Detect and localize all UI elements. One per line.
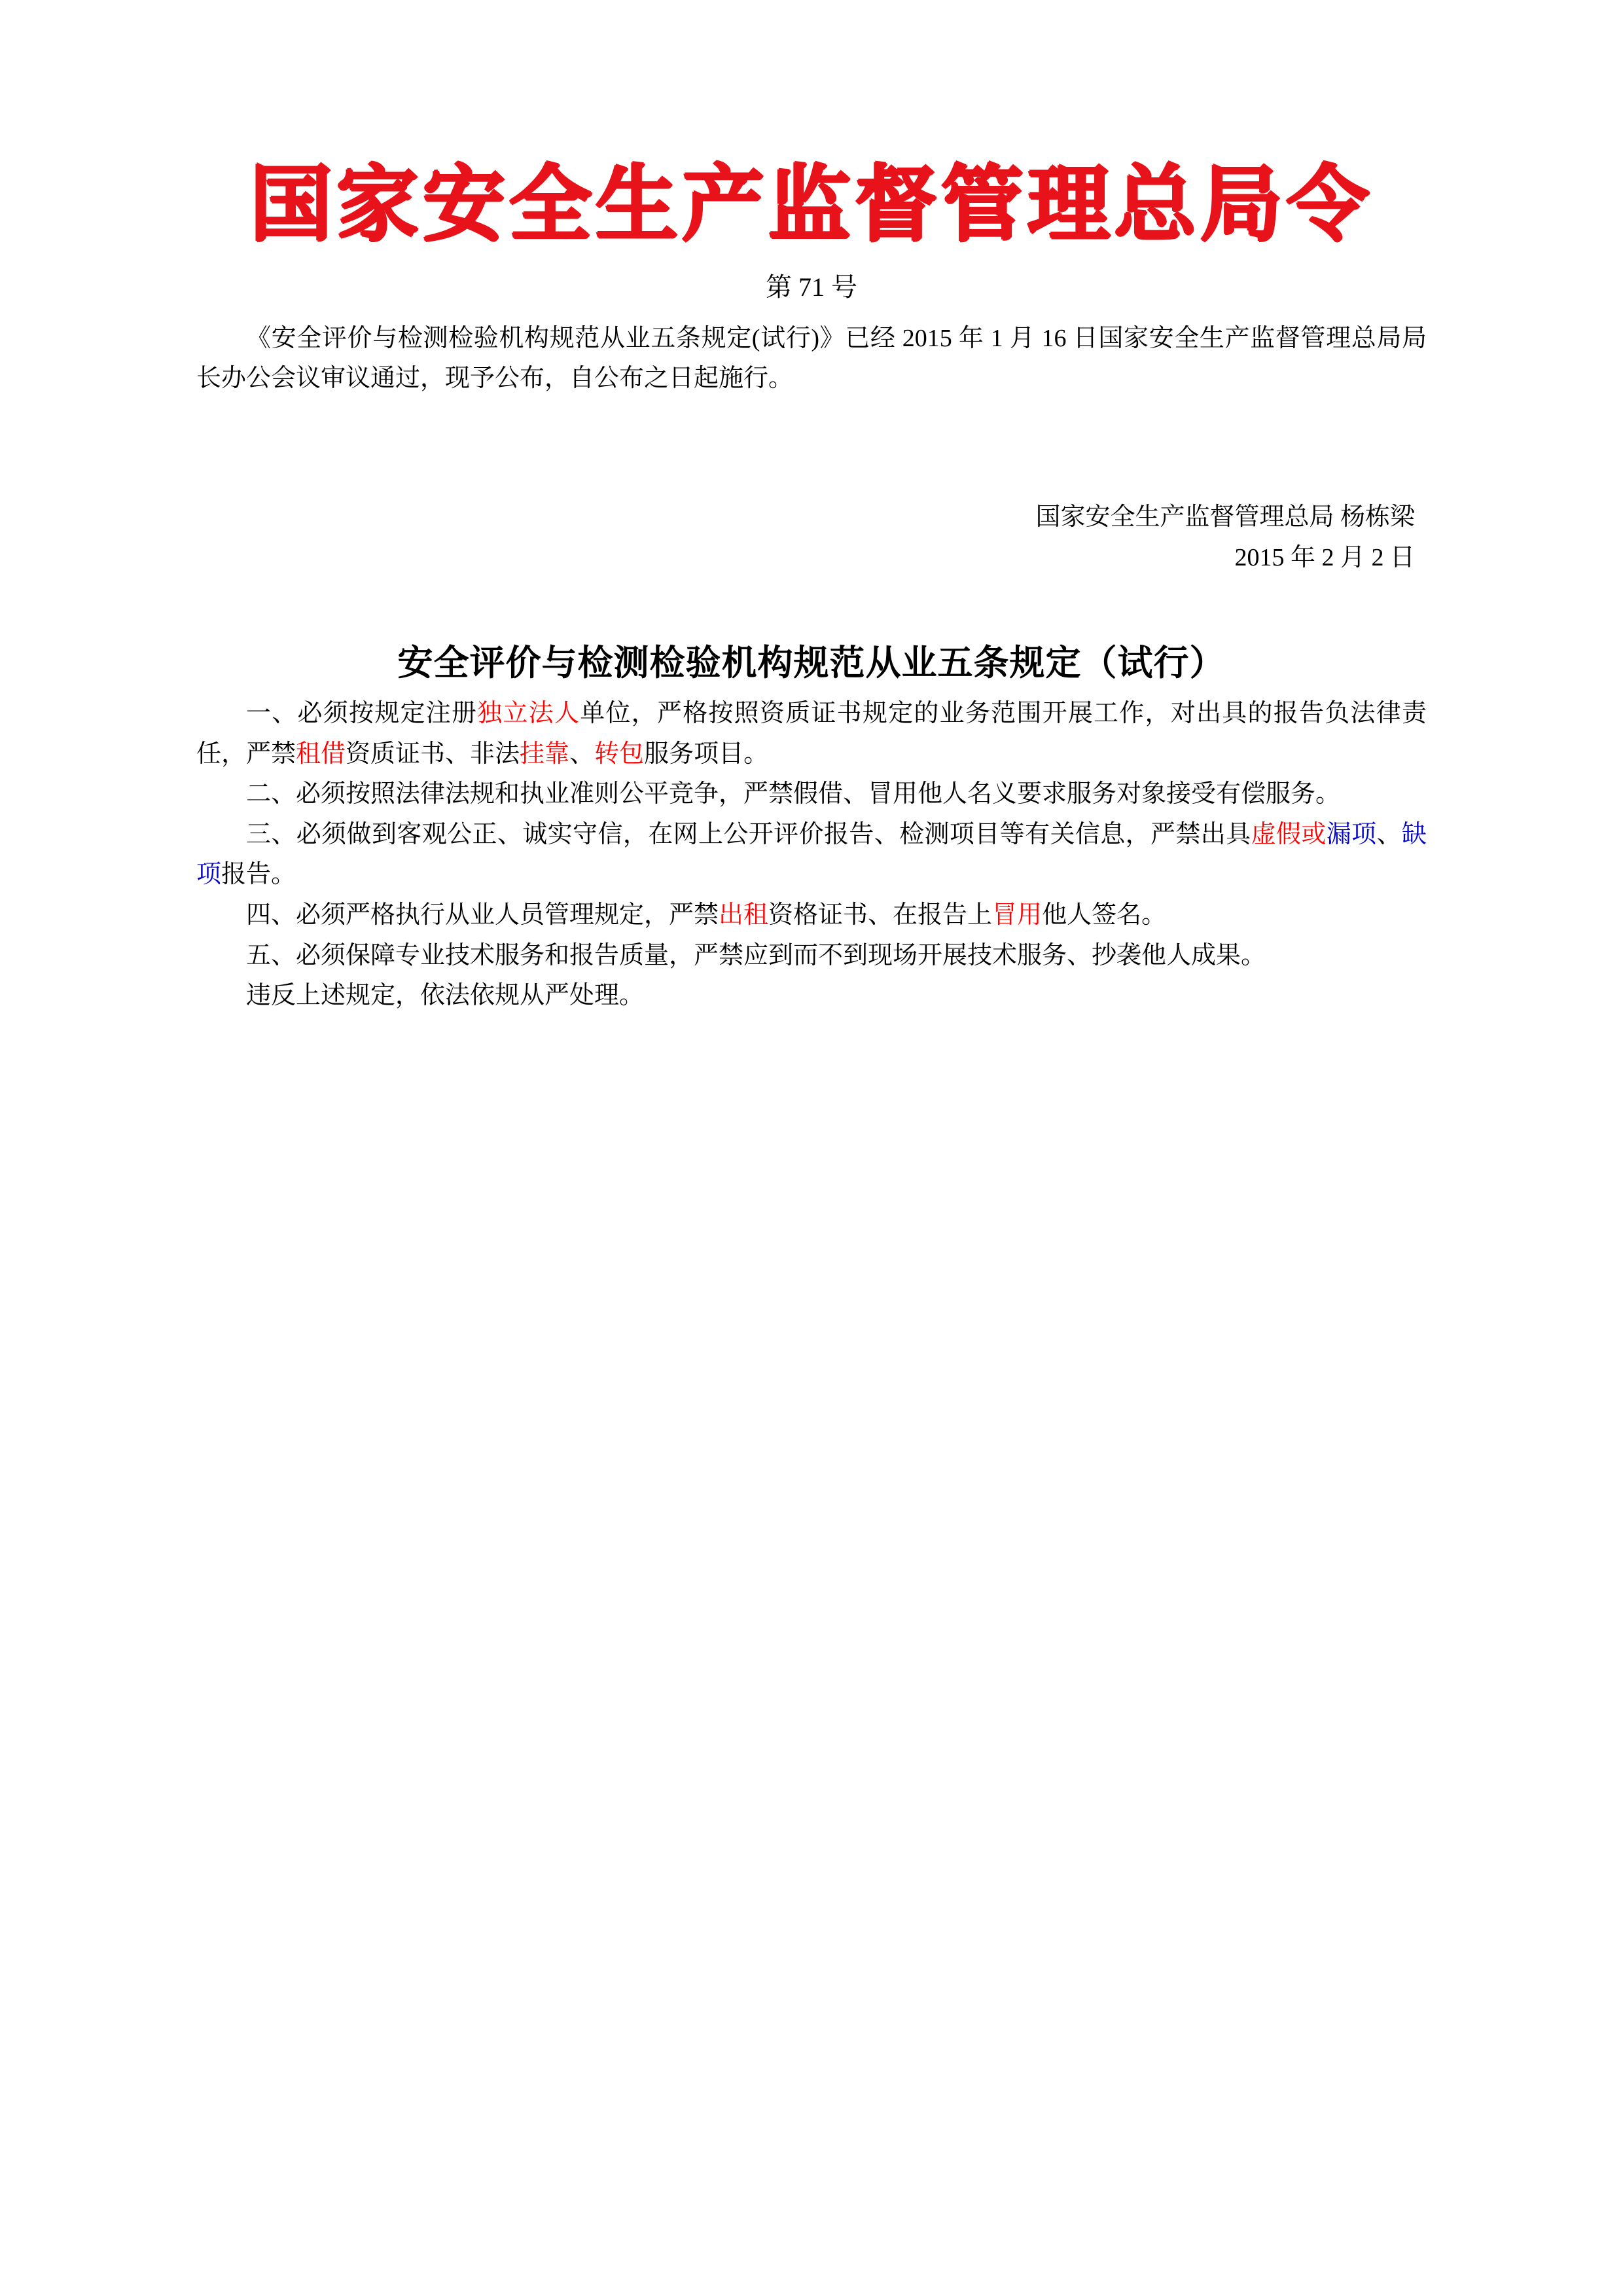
clause-text-run: 违反上述规定，依法依规从严处理。 bbox=[246, 982, 645, 1010]
clause-list bbox=[196, 694, 1427, 1016]
signature-date: 2015 年 2 月 2 日 bbox=[1234, 543, 1415, 571]
clause-text-run: 独立法人 bbox=[477, 700, 580, 728]
clause-2 bbox=[196, 774, 1427, 815]
clause-text-run: 资格证书、在报告上 bbox=[768, 901, 993, 929]
clause-text-run: 冒用 bbox=[992, 901, 1043, 929]
clause-1 bbox=[196, 694, 1427, 774]
clause-4 bbox=[196, 895, 1427, 936]
clause-text-run: 五、必须保障专业技术服务和报告质量，严禁应到而不到现场开展技术服务、抄袭他人成果。 bbox=[246, 941, 1266, 969]
clause-text-run: 、 bbox=[1376, 820, 1402, 848]
clause-text-run: 转包 bbox=[594, 740, 645, 768]
clause-text-run: 出租 bbox=[719, 901, 769, 929]
signature-issuer: 国家安全生产监督管理总局 杨栋梁 bbox=[1035, 503, 1415, 531]
clause-text-run: 三、必须做到客观公正、诚实守信，在网上公开评价报告、检测项目等有关信息，严禁出具 bbox=[246, 820, 1251, 848]
clause-5 bbox=[196, 936, 1427, 977]
clause-text-run: 他人签名。 bbox=[1042, 901, 1167, 929]
clause-3 bbox=[196, 815, 1427, 895]
clause-text-run: 报告。 bbox=[221, 861, 296, 889]
clause-text-run: 虚假 bbox=[1251, 820, 1302, 848]
signature-block bbox=[196, 497, 1427, 578]
clause-text-run: 服务项目。 bbox=[644, 740, 769, 768]
page-title: 安全评价与检测检验机构规范从业五条规定（试行） bbox=[397, 642, 1226, 684]
clause-text-run: 单位，严格按照资质证书规定的业务范围开展工作，对出具的报告负法律责任，严禁 bbox=[196, 700, 1427, 768]
document-masthead: 国家安全生产监督管理总局令 bbox=[250, 156, 1373, 253]
clause-text-run: 挂靠 bbox=[520, 740, 570, 768]
clause-text-run: 租借 bbox=[296, 740, 346, 768]
clause-text-run: 漏项 bbox=[1326, 820, 1377, 848]
clause-closing bbox=[196, 976, 1427, 1016]
clause-text-run: 或 bbox=[1301, 820, 1327, 848]
order-number: 第 71 号 bbox=[766, 272, 857, 302]
clause-text-run: 、 bbox=[569, 740, 595, 768]
clause-text-run: 四、必须严格执行从业人员管理规定，严禁 bbox=[246, 901, 719, 929]
preamble-paragraph: 《安全评价与检测检验机构规范从业五条规定(试行)》已经 2015 年 1 月 16 日国家安全生产监督管理总局局长办公会议审议通过，现予公布，自公布之日起施行。 bbox=[196, 324, 1427, 393]
clause-text-run: 一、必须按规定注册 bbox=[246, 700, 478, 728]
clause-text-run: 二、必须按照法律法规和执业准则公平竞争，严禁假借、冒用他人名义要求服务对象接受有偿服务。 bbox=[246, 780, 1341, 808]
clause-text-run: 缺项 bbox=[196, 820, 1427, 889]
clause-text-run: 资质证书、非法 bbox=[346, 740, 520, 768]
